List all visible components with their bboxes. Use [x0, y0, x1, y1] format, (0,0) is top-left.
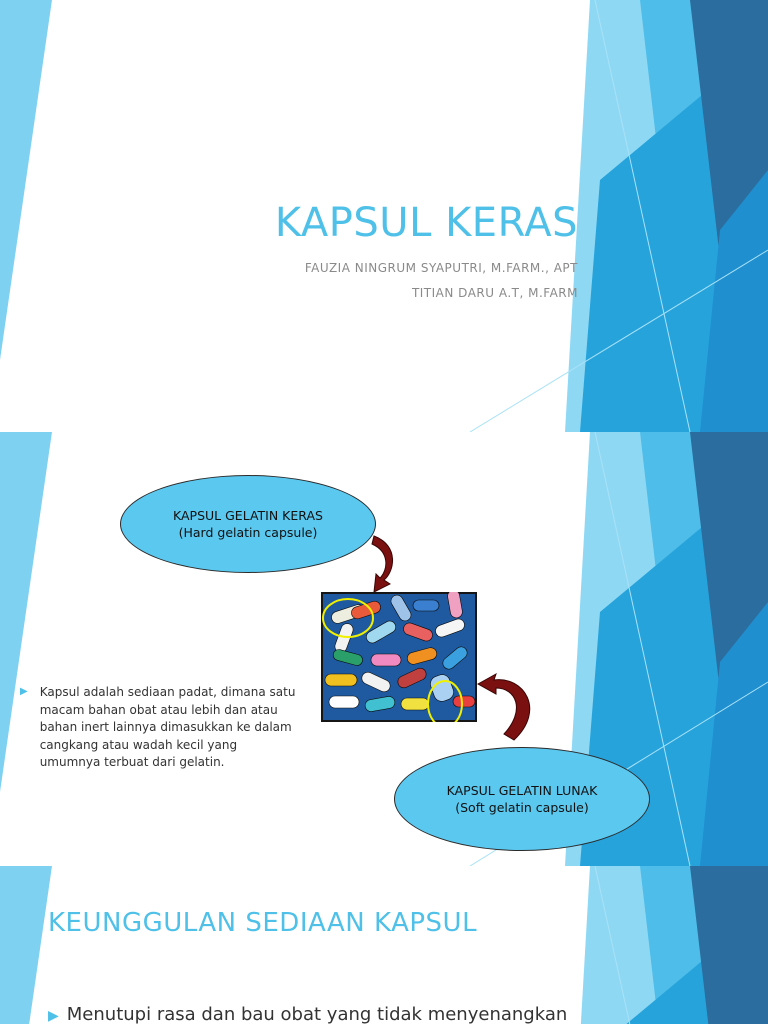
slide-title: KEUNGGULAN SEDIAAN KAPSUL [48, 908, 478, 938]
triangle-bullet-icon: ▶ [48, 1008, 59, 1024]
soft-gelatin-capsule-ellipse [394, 747, 650, 851]
advantage-bullet [48, 1004, 567, 1024]
definition-text: Kapsul adalah sediaan padat, dimana satu macam bahan obat atau lebih dan atau bahan inert lainnya dimasukkan ke dalam cangkang atau wadah kecil yang umumnya terbuat dari gelatin. [39, 685, 296, 769]
decorative-shapes [0, 866, 768, 1024]
hard-capsule-english: (Hard gelatin capsule) [178, 525, 318, 540]
soft-capsule-english: (Soft gelatin capsule) [455, 800, 589, 815]
definition-bullet [20, 684, 298, 772]
content-slide [0, 432, 768, 866]
curved-arrow-icon [368, 532, 402, 594]
curved-arrow-icon [474, 670, 540, 744]
soft-capsule-label: KAPSUL GELATIN LUNAK [446, 783, 598, 798]
hard-gelatin-capsule-ellipse [120, 475, 376, 573]
advantage-text: Menutupi rasa dan bau obat yang tidak menyenangkan [66, 1004, 568, 1024]
slide-title: KAPSUL KERAS [274, 200, 578, 246]
capsules-photo [321, 592, 477, 722]
hard-capsule-label: KAPSUL GELATIN KERAS [173, 508, 323, 523]
triangle-bullet-icon: ▶ [20, 686, 28, 697]
author-line-2: TITIAN DARU A.T, M.FARM [411, 286, 578, 300]
author-line-1: FAUZIA NINGRUM SYAPUTRI, M.FARM., APT [304, 261, 578, 275]
advantages-slide [0, 866, 768, 1024]
title-slide [0, 0, 768, 432]
